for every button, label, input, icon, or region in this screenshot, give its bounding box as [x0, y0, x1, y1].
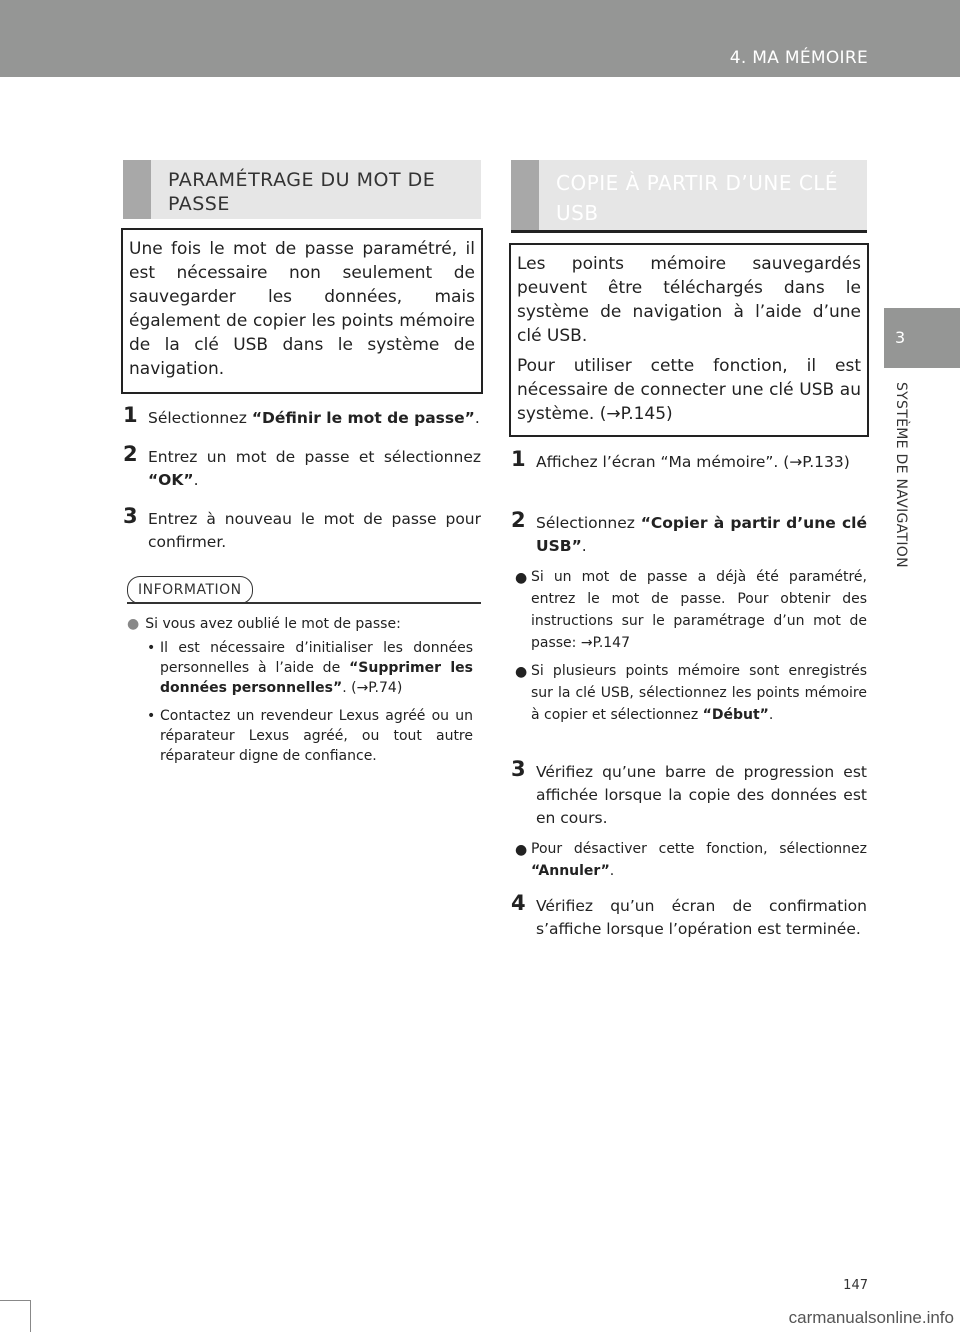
note-cancel: ● Pour désactiver cette fonction, sélectionnez “Annuler”.	[515, 841, 867, 879]
chapter-title: 4. MA MÉMOIRE	[729, 48, 868, 68]
crop-mark	[30, 1300, 31, 1332]
note-password-set: ● Si un mot de passe a déjà été paramétré, entrez le mot de passe. Pour obtenir des instructions sur le paramétrage d’un mot de passe: →P.147	[515, 569, 867, 651]
bullet-icon: ●	[515, 570, 528, 586]
watermark: carmanualsonline.info	[788, 1308, 954, 1327]
ok-option: “OK”	[148, 471, 194, 489]
section-title-usb: COPIE À PARTIR D’UNE CLÉ USB	[556, 171, 839, 225]
section-title-password: PARAMÉTRAGE DU MOT DE PASSE	[168, 169, 436, 215]
step-text: Vérifiez qu’un écran de confirmation s’affiche lorsque l’opération est terminée.	[536, 897, 867, 938]
chapter-side-label: SYSTÈME DE NAVIGATION	[893, 382, 909, 568]
delete-personal-data-option: “Supprimer les données personnelles”	[160, 660, 473, 696]
step-text: Sélectionnez “Définir le mot de passe”.	[148, 409, 480, 427]
chapter-number: 3	[895, 328, 906, 347]
set-password-option: “Définir le mot de passe”	[251, 409, 475, 427]
step-text: Sélectionnez “Copier à partir d’une clé USB”.	[536, 514, 867, 555]
step-number: 3	[123, 504, 138, 528]
section-header-password	[123, 160, 481, 219]
intro-box-password	[121, 228, 483, 394]
section-header-underline	[511, 230, 867, 233]
info-main-item: ● Si vous avez oublié le mot de passe:	[127, 616, 401, 632]
step-4-usb	[511, 891, 867, 941]
step-number: 2	[123, 442, 138, 466]
step-3-password	[123, 504, 481, 554]
note-multiple-points: ● Si plusieurs points mémoire sont enregistrés sur la clé USB, sélectionnez les points mémoire à copier et sélectionnez “Début”.	[515, 663, 867, 723]
step-2-usb	[511, 508, 867, 558]
step-2-password	[123, 442, 481, 492]
intro-text-password: Une fois le mot de passe paramétré, il est nécessaire non seulement de sauvegarder les données, mais également de copier les points mémoire de la clé USB dans le système de navigation.	[129, 239, 475, 379]
cancel-option: “Annuler”	[531, 863, 610, 879]
step-text: Entrez un mot de passe et sélectionnez “OK”.	[148, 448, 481, 489]
step-text: Entrez à nouveau le mot de passe pour confirmer.	[148, 510, 481, 551]
bullet-mark: •	[147, 640, 156, 656]
start-option: “Début”	[702, 707, 769, 723]
section-header-usb	[511, 160, 867, 232]
step-number: 1	[123, 403, 138, 427]
crop-mark	[0, 1300, 30, 1301]
step-number: 3	[511, 757, 526, 781]
step-1-usb	[511, 447, 867, 474]
copy-from-usb-option: “Copier à partir d’une clé USB”	[536, 514, 867, 555]
step-number: 1	[511, 447, 526, 471]
information-label: INFORMATION	[127, 576, 253, 604]
step-1-password	[123, 403, 481, 430]
page-number: 147	[843, 1278, 868, 1293]
bullet-icon: ●	[127, 616, 140, 632]
bullet-mark: •	[147, 708, 156, 724]
step-number: 4	[511, 891, 526, 915]
info-sub-item: • Contactez un revendeur Lexus agréé ou un réparateur Lexus agréé, ou tout autre réparateur digne de confiance.	[147, 708, 473, 764]
bullet-icon: ●	[515, 664, 528, 680]
intro-box-usb	[509, 243, 869, 437]
step-text: Vérifiez qu’une barre de progression est affichée lorsque la copie des données est en cours.	[536, 763, 867, 827]
section-header-bar	[123, 160, 151, 219]
intro-text-usb-2: Pour utiliser cette fonction, il est nécessaire de connecter une clé USB au système. (→P.145)	[517, 356, 861, 424]
step-3-usb	[511, 757, 867, 830]
intro-text-usb-1: Les points mémoire sauvegardés peuvent être téléchargés dans le système de navigation à l’aide d’une clé USB.	[517, 254, 861, 346]
info-sub-item: • Il est nécessaire d’initialiser les données personnelles à l’aide de “Supprimer les données personnelles”. (→P.74)	[147, 640, 473, 696]
information-divider	[127, 602, 481, 604]
bullet-icon: ●	[515, 842, 528, 858]
step-text: Affichez l’écran “Ma mémoire”. (→P.133)	[536, 453, 850, 471]
section-header-bar	[511, 160, 539, 232]
step-number: 2	[511, 508, 526, 532]
